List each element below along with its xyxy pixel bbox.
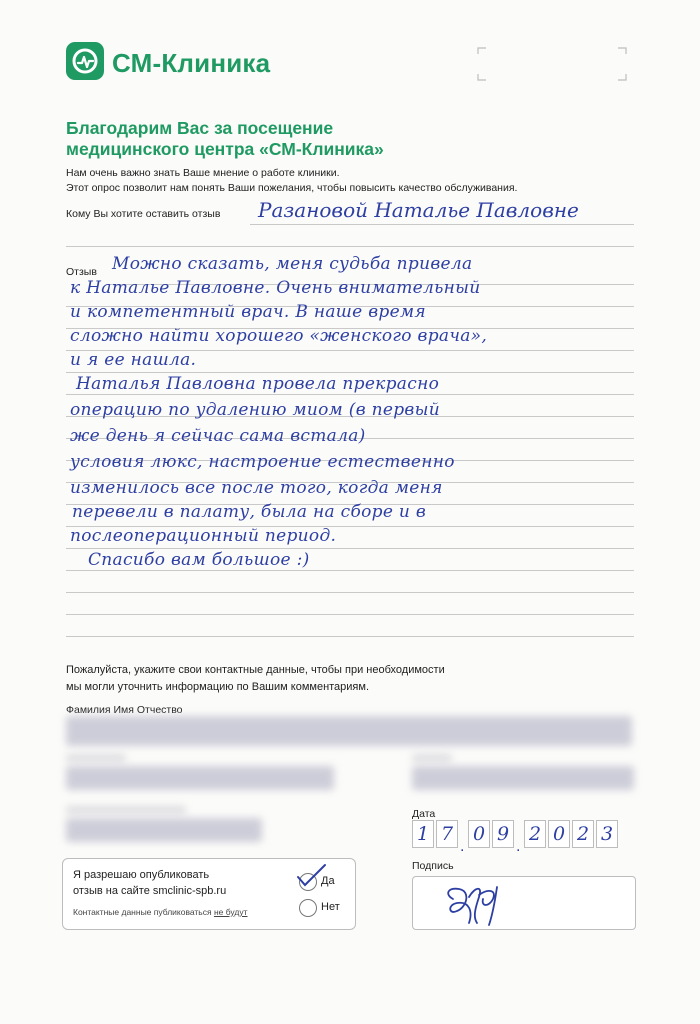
- review-rule: [66, 394, 634, 395]
- consent-note-prefix: Контактные данные публиковаться: [73, 907, 214, 917]
- recipient-value[interactable]: Разановой Наталье Павловне: [258, 198, 579, 222]
- date-separator: .: [516, 838, 521, 855]
- brand-name: СМ-Клиника: [112, 48, 271, 78]
- date-day-digit[interactable]: 1: [412, 820, 434, 848]
- review-text-line: к Наталье Павловне. Очень внимательный: [70, 278, 481, 298]
- divider-line: [66, 246, 634, 247]
- review-text-line: и я ее нашла.: [70, 350, 197, 370]
- review-text-line: послеоперационный период.: [70, 526, 337, 546]
- date-month-digit[interactable]: 0: [468, 820, 490, 848]
- review-rule: [66, 636, 634, 637]
- contact-note: [66, 662, 526, 696]
- name-label: Фамилия Имя Отчество: [66, 704, 183, 716]
- review-text-line: сложно найти хорошего «женского врача»,: [70, 326, 488, 346]
- consent-no-label: Нет: [321, 901, 340, 913]
- card-field-redacted[interactable]: [66, 818, 262, 842]
- contact-note-line2: мы могли уточнить информацию по Вашим комментариям.: [66, 681, 370, 693]
- consent-note: [73, 907, 248, 917]
- phone-label-redacted: [66, 754, 126, 762]
- review-rule: [66, 570, 634, 571]
- phone-field-redacted[interactable]: [66, 766, 334, 790]
- handwritten-signature: [413, 877, 635, 929]
- consent-yes-label: Да: [321, 875, 335, 887]
- review-text-line: Можно сказать, меня судьба привела: [112, 254, 473, 274]
- review-rule: [66, 548, 634, 549]
- signature-box[interactable]: [412, 876, 636, 930]
- review-label: Отзыв: [66, 266, 97, 278]
- consent-note-emph: не будут: [213, 907, 248, 917]
- date-year-digit[interactable]: 3: [596, 820, 618, 848]
- consent-no-radio[interactable]: [299, 899, 317, 917]
- intro-line1: Нам очень важно знать Ваше мнение о работе клиники.: [66, 167, 340, 179]
- recipient-line: [250, 224, 634, 225]
- page-title: [66, 118, 486, 160]
- review-rule: [66, 372, 634, 373]
- recipient-label: Кому Вы хотите оставить отзыв: [66, 208, 221, 220]
- review-text-line: условия люкс, настроение естественно: [70, 452, 455, 472]
- signature-label: Подпись: [412, 860, 454, 872]
- intro-line2: Этот опрос позволит нам понять Ваши пожелания, чтобы повысить качество обслуживания.: [66, 182, 518, 194]
- date-day-digit[interactable]: 7: [436, 820, 458, 848]
- date-year-digit[interactable]: 0: [548, 820, 570, 848]
- intro-text: [66, 166, 626, 196]
- date-year-digit[interactable]: 2: [572, 820, 594, 848]
- consent-title-line2: отзыв на сайте smclinic-spb.ru: [73, 885, 227, 897]
- name-field-redacted[interactable]: [66, 716, 632, 746]
- page-title-line2: медицинского центра «СМ-Клиника»: [66, 139, 384, 159]
- email-field-redacted[interactable]: [412, 766, 634, 790]
- review-text-line: Наталья Павловна провела прекрасно: [76, 374, 440, 394]
- review-text-line: и компетентный врач. В наше время: [70, 302, 426, 322]
- review-rule: [66, 592, 634, 593]
- review-text-line: же день я сейчас сама встала): [70, 426, 366, 446]
- publish-consent-box: [62, 858, 356, 930]
- stamp-area: [476, 44, 628, 84]
- email-label-redacted: [412, 754, 452, 762]
- review-text-line: операцию по удалению миом (в первый: [70, 400, 440, 420]
- review-text-line: Спасибо вам большое :): [88, 550, 310, 570]
- card-label-redacted: [66, 806, 186, 814]
- date-month-digit[interactable]: 9: [492, 820, 514, 848]
- clinic-logo-icon: [66, 42, 104, 80]
- review-rule: [66, 614, 634, 615]
- contact-note-line1: Пожалуйста, укажите свои контактные данные, чтобы при необходимости: [66, 664, 445, 676]
- page-title-line1: Благодарим Вас за посещение: [66, 118, 334, 138]
- date-label: Дата: [412, 808, 436, 820]
- date-separator: .: [460, 838, 465, 855]
- consent-title: [73, 867, 273, 899]
- review-text-line: перевели в палату, была на сборе и в: [72, 502, 427, 522]
- date-year-digit[interactable]: 2: [524, 820, 546, 848]
- consent-title-line1: Я разрешаю опубликовать: [73, 869, 210, 881]
- review-text-line: изменилось все после того, когда меня: [70, 478, 443, 498]
